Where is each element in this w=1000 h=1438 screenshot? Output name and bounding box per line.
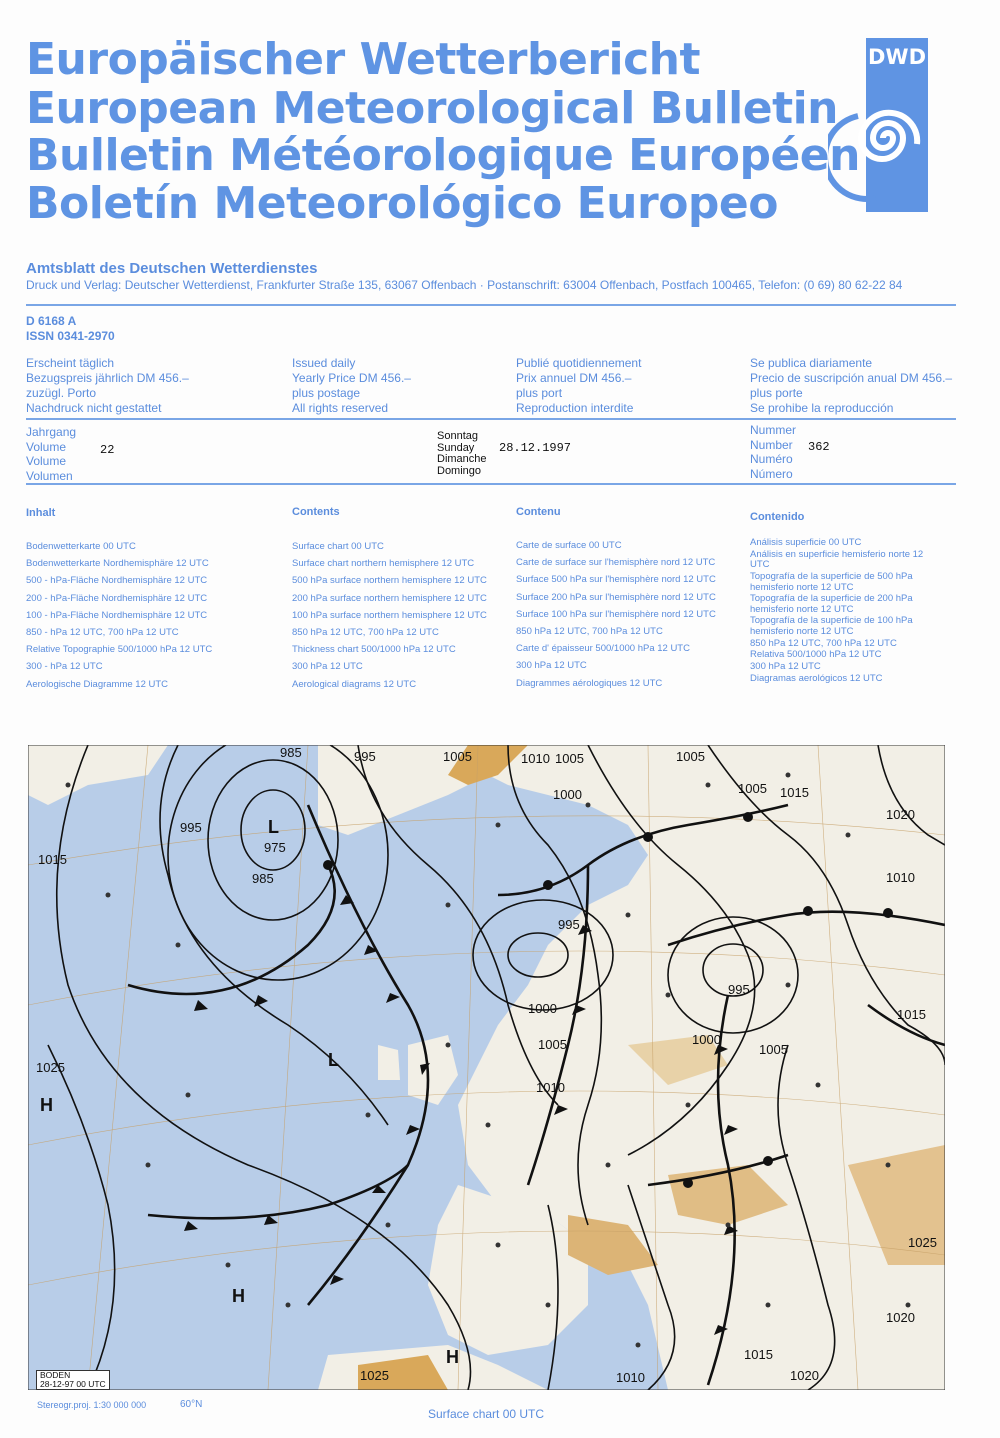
- volume-value: 22: [100, 443, 115, 457]
- map-caption: Surface chart 00 UTC: [428, 1407, 545, 1421]
- number-value: 362: [808, 440, 830, 454]
- isobar-label: 1015: [744, 1347, 773, 1362]
- contents-item: Bodenwetterkarte Nordhemisphäre 12 UTC: [26, 558, 209, 570]
- issued-english: [292, 356, 411, 416]
- date: 28.12.1997: [499, 441, 572, 455]
- contents-item: Carte de surface sur l'hemisphère nord 12 UTC: [516, 557, 716, 569]
- isobar-label: 1015: [38, 852, 67, 867]
- contents-item: Bodenwetterkarte 00 UTC: [26, 541, 136, 552]
- contents-item: 200 hPa surface northern hemisphere 12 UTC: [292, 592, 487, 604]
- day-label: Domingo: [437, 464, 482, 477]
- isobar-label: 1000: [528, 1001, 557, 1016]
- contents-item: Carte de surface 00 UTC: [516, 540, 622, 551]
- surface-weather-map: [28, 745, 945, 1390]
- dwd-logo: [866, 38, 928, 212]
- issued-line: All rights reserved: [292, 401, 389, 415]
- contents-item: Surface 500 hPa sur l'hemisphère nord 12 UTC: [516, 574, 716, 586]
- isobar-label: 1020: [886, 1310, 915, 1325]
- contents-item: 300 hPa 12 UTC: [292, 661, 363, 673]
- number-label: Nummer: [750, 423, 797, 437]
- contents-item: 850 hPa 12 UTC, 700 hPa 12 UTC: [750, 637, 897, 649]
- contents-item: Diagramas aerológicos 12 UTC: [750, 672, 883, 684]
- divider: [26, 483, 956, 485]
- issued-line: plus porte: [750, 386, 803, 400]
- isobar-label: 1005: [443, 749, 472, 764]
- contents-header-english: Contents: [292, 506, 340, 518]
- issued-line: Yearly Price DM 456.–: [292, 371, 411, 385]
- codes: [26, 314, 115, 344]
- contents-item: Topografía de la superficie de 100 hPa hemisferio norte 12 UTC: [750, 615, 913, 637]
- isobar-label: 1010: [521, 751, 550, 766]
- isobar-label: 1005: [738, 781, 767, 796]
- issued-line: Se prohibe la reproducción: [750, 401, 894, 415]
- contents-item: 300 - hPa 12 UTC: [26, 661, 103, 673]
- isobar-label: 1005: [759, 1042, 788, 1057]
- issued-line: Reproduction interdite: [516, 401, 634, 415]
- issued-line: Issued daily: [292, 356, 356, 370]
- high-pressure-center: H: [446, 1347, 459, 1367]
- contents-list-english: [292, 538, 487, 693]
- high-pressure-center: H: [40, 1095, 53, 1115]
- projection-note: Stereogr.proj. 1:30 000 000: [37, 1400, 147, 1410]
- official-gazette: Amtsblatt des Deutschen Wetterdienstes: [26, 260, 318, 277]
- publisher-line: Druck und Verlag: Deutscher Wetterdienst, Frankfurter Straße 135, 63067 Offenbach · Postanschrift: 63004 Offenbach, Postfach 100465, Telefon: (0 69) 80 62-22 84: [26, 278, 903, 292]
- isobar-label: 1015: [897, 1007, 926, 1022]
- low-pressure-center: L: [328, 1050, 339, 1070]
- stamp-line: BODEN: [40, 1370, 71, 1380]
- day-label: Sonntag: [437, 430, 478, 442]
- isobar-label: 1025: [360, 1368, 389, 1383]
- isobar-label: 975: [264, 840, 286, 855]
- title-german: Europäischer Wetterbericht: [26, 34, 701, 85]
- isobar-label: 985: [280, 745, 302, 760]
- isobar-label: 1020: [790, 1368, 819, 1383]
- contents-item: Aerological diagrams 12 UTC: [292, 678, 417, 690]
- map-graphic: [28, 745, 945, 1390]
- contents-list-french: [516, 537, 716, 692]
- issued-spanish: [750, 356, 952, 416]
- chart-stamp: [36, 1370, 110, 1390]
- day-label: Dimanche: [437, 453, 487, 465]
- code-d: D 6168 A: [26, 314, 77, 328]
- contents-item: Aerologische Diagramme 12 UTC: [26, 678, 169, 690]
- contents-item: Topografía de la superficie de 200 hPa hemisferio norte 12 UTC: [750, 593, 913, 615]
- number-label: Number: [750, 437, 793, 452]
- low-pressure-center: L: [268, 817, 279, 837]
- contents-item: 100 - hPa-Fläche Nordhemisphäre 12 UTC: [26, 609, 208, 621]
- title-english: European Meteorological Bulletin: [26, 83, 839, 134]
- isobar-label: 1005: [555, 751, 584, 766]
- contents-item: 300 hPa 12 UTC: [750, 661, 821, 673]
- issued-line: Precio de suscripción anual DM 456.–: [750, 371, 953, 385]
- contents-item: 200 - hPa-Fläche Nordhemisphäre 12 UTC: [26, 592, 208, 604]
- day-label: Sunday: [437, 441, 475, 454]
- contents-item: Topografía de la superficie de 500 hPa hemisferio norte 12 UTC: [750, 570, 913, 593]
- isobar-label: 985: [252, 871, 274, 886]
- issued-french: [516, 356, 641, 416]
- contents-item: Surface chart northern hemisphere 12 UTC: [292, 558, 475, 570]
- contents-item: Análisis superficie 00 UTC: [750, 537, 862, 548]
- volume-label: Volume: [26, 454, 67, 468]
- contents-item: Relativa 500/1000 hPa 12 UTC: [750, 649, 882, 661]
- contents-item: 500 hPa surface northern hemisphere 12 UTC: [292, 575, 487, 587]
- isobar-label: 1010: [536, 1080, 565, 1095]
- contents-item: Análisis en superficie hemisferio norte 12 UTC: [750, 548, 924, 571]
- isobar-label: 1005: [538, 1037, 567, 1052]
- issued-line: plus port: [516, 386, 563, 400]
- contents-header-spanish: Contenido: [750, 511, 805, 523]
- stamp-line: 28-12-97 00 UTC: [40, 1379, 106, 1389]
- high-pressure-center: H: [232, 1286, 245, 1306]
- volume-label: Volumen: [26, 468, 73, 483]
- isobar-label: 1025: [908, 1235, 937, 1250]
- isobar-label: 995: [728, 982, 750, 997]
- contents-item: 100 hPa surface northern hemisphere 12 UTC: [292, 609, 487, 621]
- contents-item: Surface chart 00 UTC: [292, 541, 384, 552]
- issued-line: plus postage: [292, 386, 361, 400]
- isobar-label: 1010: [886, 870, 915, 885]
- title-french: Bulletin Météorologique Européen: [26, 130, 860, 181]
- code-issn: ISSN 0341-2970: [26, 329, 115, 343]
- isobar-label: 1010: [616, 1370, 645, 1385]
- divider: [26, 418, 956, 420]
- contents-item: Diagrammes aérologiques 12 UTC: [516, 677, 663, 689]
- issued-line: zuzügl. Porto: [26, 386, 97, 400]
- issued-line: Se publica diariamente: [750, 356, 873, 370]
- issued-line: Prix annuel DM 456.–: [516, 371, 632, 385]
- issued-line: Publié quotidiennement: [516, 356, 642, 370]
- contents-item: Carte d' épaisseur 500/1000 hPa 12 UTC: [516, 643, 690, 655]
- contents-item: 850 hPa 12 UTC, 700 hPa 12 UTC: [292, 627, 439, 639]
- contents-item: Thickness chart 500/1000 hPa 12 UTC: [292, 644, 456, 656]
- contents-list-german: [26, 538, 212, 693]
- contents-item: 850 - hPa 12 UTC, 700 hPa 12 UTC: [26, 627, 179, 639]
- latitude-note: 60°N: [180, 1399, 203, 1410]
- spiral-icon: [828, 76, 928, 216]
- volume-labels: [26, 425, 76, 483]
- title-spanish: Boletín Meteorológico Europeo: [26, 178, 778, 229]
- number-label: Número: [750, 466, 793, 481]
- volume-label: Volume: [26, 439, 67, 454]
- isobar-label: 995: [354, 749, 376, 764]
- issued-line: Erscheint täglich: [26, 356, 115, 370]
- volume-label: Jahrgang: [26, 425, 77, 439]
- issued-line: Nachdruck nicht gestattet: [26, 401, 162, 415]
- isobar-label: 1020: [886, 807, 915, 822]
- contents-item: Surface 100 hPa sur l'hemisphère nord 12 UTC: [516, 608, 716, 620]
- contents-item: Surface 200 hPa sur l'hemisphère nord 12 UTC: [516, 591, 716, 603]
- isobar-label: 1000: [553, 787, 582, 802]
- issued-line: Bezugspreis jährlich DM 456.–: [26, 371, 189, 385]
- contents-item: 850 hPa 12 UTC, 700 hPa 12 UTC: [516, 626, 663, 638]
- contents-item: 500 - hPa-Fläche Nordhemisphäre 12 UTC: [26, 575, 208, 587]
- number-label: Numéro: [750, 452, 793, 466]
- isobar-label: 1000: [692, 1032, 721, 1047]
- isobar-label: 1025: [36, 1060, 65, 1075]
- day-labels: [437, 431, 487, 477]
- contents-item: 300 hPa 12 UTC: [516, 660, 587, 672]
- issued-german: [26, 356, 189, 416]
- isobar-label: 1015: [780, 785, 809, 800]
- dwd-logo-text: DWD: [866, 38, 928, 76]
- contents-header-german: Inhalt: [26, 507, 56, 519]
- contents-list-spanish: [750, 538, 925, 686]
- contents-item: Relative Topographie 500/1000 hPa 12 UTC: [26, 644, 213, 656]
- isobar-label: 995: [180, 820, 202, 835]
- contents-header-french: Contenu: [516, 506, 561, 518]
- divider: [26, 304, 956, 306]
- isobar-label: 1005: [676, 749, 705, 764]
- isobar-label: 995: [558, 917, 580, 932]
- number-labels: [750, 423, 796, 481]
